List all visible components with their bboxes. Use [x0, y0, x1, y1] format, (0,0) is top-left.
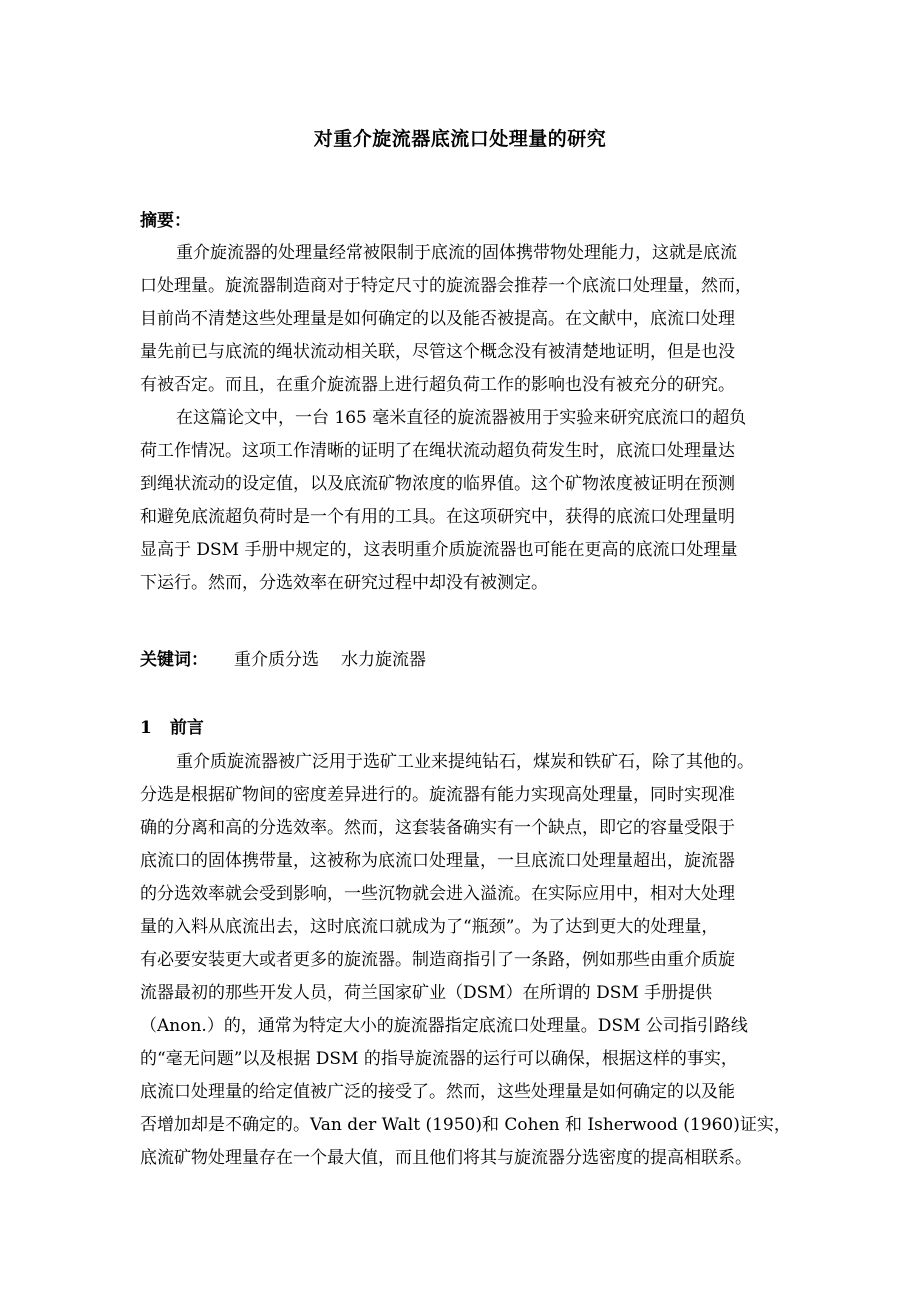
section-body-line: 重介质旋流器被广泛用于选矿工业来提纯钻石，煤炭和铁矿石，除了其他的。 — [176, 752, 754, 772]
abstract-p2-line: 荷工作情况。这项工作清晰的证明了在绳状流动超负荷发生时，底流口处理量达 — [140, 441, 735, 461]
abstract-p2-line: 到绳状流动的设定值，以及底流矿物浓度的临界值。这个矿物浓度被证明在预测 — [140, 474, 735, 494]
section-body-line: 流器最初的那些开发人员，荷兰国家矿业（DSM）在所谓的 DSM 手册提供 — [140, 983, 713, 1003]
section-number: 1 — [140, 718, 152, 738]
abstract-label: 摘要： — [140, 211, 191, 231]
keyword-item: 水力旋流器 — [341, 650, 426, 670]
section-body-line: 确的分离和高的分选效率。然而，这套装备确实有一个缺点，即它的容量受限于 — [140, 818, 735, 838]
abstract-p2-line: 在这篇论文中，一台 165 毫米直径的旋流器被用于实验来研究底流口的超负 — [176, 408, 747, 428]
section-body-line: 的“毫无问题”以及根据 DSM 的指导旋流器的运行可以确保，根据这样的事实， — [140, 1049, 738, 1069]
section-body-line: （Anon.）的，通常为特定大小的旋流器指定底流口处理量。DSM 公司指引路线 — [140, 1016, 748, 1036]
section-body-line: 否增加却是不确定的。Van der Walt (1950)和 Cohen 和 Isherwood (1960)证实， — [140, 1115, 791, 1135]
abstract-p1-line: 有被否定。而且，在重介旋流器上进行超负荷工作的影响也没有被充分的研究。 — [140, 375, 735, 395]
abstract-body — [140, 237, 790, 600]
keyword-item: 重介质分选 — [234, 650, 319, 670]
section-body-line: 底流口处理量的给定值被广泛的接受了。然而，这些处理量是如何确定的以及能 — [140, 1082, 735, 1102]
section-body-line: 量的入料从底流出去，这时底流口就成为了“瓶颈”。为了达到更大的处理量， — [140, 917, 719, 937]
document-title: 对重介旋流器底流口处理量的研究 — [313, 128, 607, 150]
abstract-p1-line: 重介旋流器的处理量经常被限制于底流的固体携带物处理能力，这就是底流 — [176, 243, 737, 263]
section-body-line: 分选是根据矿物间的密度差异进行的。旋流器有能力实现高处理量，同时实现准 — [140, 785, 735, 805]
abstract-p1-line: 口处理量。旋流器制造商对于特定尺寸的旋流器会推荐一个底流口处理量，然而， — [140, 276, 752, 296]
section-body-line: 有必要安装更大或者更多的旋流器。制造商指引了一条路，例如那些由重介质旋 — [140, 950, 735, 970]
keywords-label: 关键词： — [140, 650, 208, 670]
section-body-line: 的分选效率就会受到影响，一些沉物就会进入溢流。在实际应用中，相对大处理 — [140, 884, 735, 904]
section-body-line: 底流矿物处理量存在一个最大值，而且他们将其与旋流器分选密度的提高相联系。 — [140, 1148, 752, 1168]
section-title: 前言 — [169, 718, 204, 738]
abstract-p2-line: 和避免底流超负荷时是一个有用的工具。在这项研究中，获得的底流口处理量明 — [140, 507, 735, 527]
abstract-p2-line: 显高于 DSM 手册中规定的，这表明重介质旋流器也可能在更高的底流口处理量 — [140, 540, 738, 560]
abstract-p2-line: 下运行。然而，分选效率在研究过程中却没有被测定。 — [140, 573, 548, 593]
abstract-p1-line: 目前尚不清楚这些处理量是如何确定的以及能否被提高。在文献中，底流口处理 — [140, 309, 735, 329]
section-heading — [140, 713, 204, 743]
abstract-p1-line: 量先前已与底流的绳状流动相关联，尽管这个概念没有被清楚地证明，但是也没 — [140, 342, 735, 362]
section-body-line: 底流口的固体携带量，这被称为底流口处理量，一旦底流口处理量超出，旋流器 — [140, 851, 735, 871]
keywords-row — [140, 645, 426, 675]
section-body — [140, 746, 790, 1175]
